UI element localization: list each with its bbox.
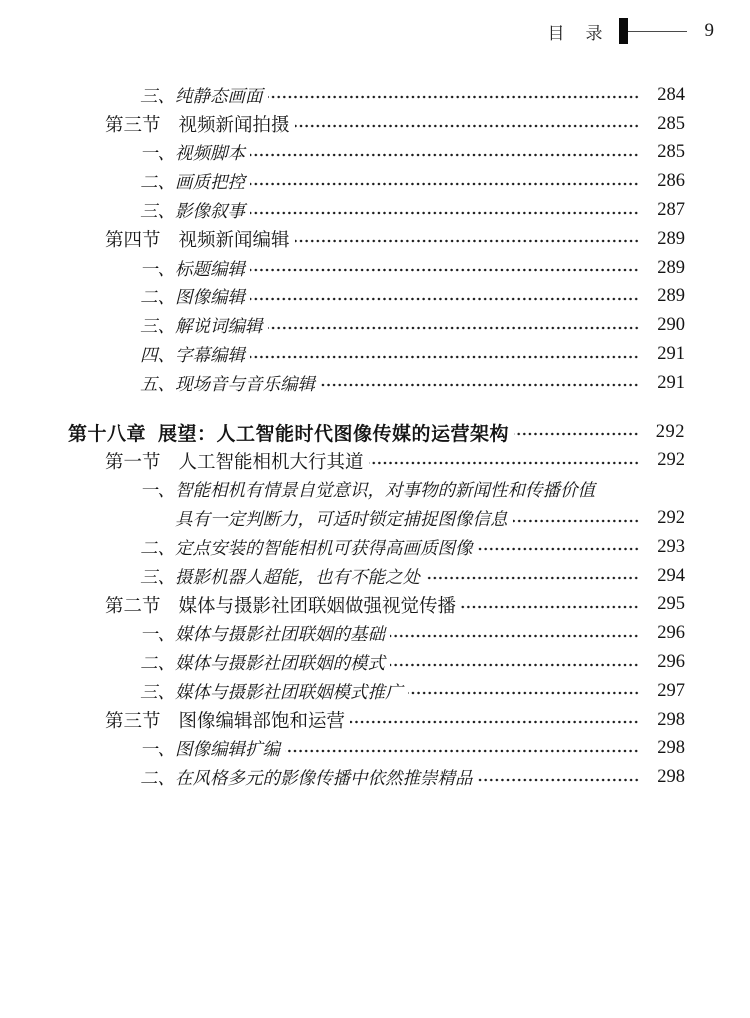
toc-entry-number: 第二节 (105, 596, 161, 617)
toc-entry (68, 475, 685, 504)
dot-leader (268, 325, 640, 331)
dot-leader (250, 354, 639, 360)
toc-entry-number: 第四节 (105, 231, 161, 252)
toc-entry-title: 媒体与摄影社团联姻模式推广 (175, 681, 403, 702)
toc-entry-title: 解说词编辑 (175, 316, 263, 337)
toc-entry (68, 418, 685, 447)
toc-entry (68, 562, 685, 591)
toc-entry-page: 292 (655, 421, 685, 442)
dot-leader (350, 719, 639, 725)
toc-entry-page: 296 (657, 652, 685, 673)
toc-entry-page: 289 (657, 257, 685, 278)
dot-leader (320, 382, 639, 388)
dot-leader (250, 267, 639, 273)
toc-entry (68, 533, 685, 562)
toc-entry-title: 人工智能相机大行其道 (178, 452, 364, 473)
toc-entry-number: 一、 (140, 624, 175, 645)
toc-entry-title: 摄影机器人超能，也有不能之处 (175, 566, 420, 587)
toc-entry-title: 具有一定判断力，可适时锁定捕捉图像信息 (175, 509, 508, 530)
toc-entry-title: 智能相机有情景自觉意识，对事物的新闻性和传播价值 (175, 480, 595, 501)
dot-leader (478, 546, 640, 552)
toc-entry-page: 284 (657, 84, 685, 105)
toc-entry (68, 735, 685, 764)
dot-leader (295, 123, 639, 129)
toc-entry (68, 311, 685, 340)
toc-entry (68, 225, 685, 254)
toc-entry-title: 定点安装的智能相机可获得高画质图像 (175, 537, 473, 558)
toc-entry-number: 五、 (140, 373, 175, 394)
dot-leader (295, 238, 639, 244)
toc-entry (68, 591, 685, 620)
toc-entry (68, 196, 685, 225)
toc-entry (68, 283, 685, 312)
toc-entry (68, 447, 685, 476)
toc-entry-title: 视频脚本 (175, 143, 245, 164)
toc-entry-number: 一、 (140, 143, 175, 164)
toc-entry-page: 292 (657, 508, 685, 529)
toc-entry (68, 254, 685, 283)
toc-entry-number: 二、 (140, 537, 175, 558)
toc-entry-number: 一、 (140, 739, 175, 760)
toc-list (68, 81, 685, 792)
toc-entry (68, 504, 685, 533)
toc-entry-page: 298 (657, 767, 685, 788)
header-decoration-rule (628, 31, 687, 32)
toc-entry-number: 二、 (140, 653, 175, 674)
toc-entry-title: 媒体与摄影社团联姻的模式 (175, 653, 385, 674)
toc-entry-page: 287 (657, 200, 685, 221)
toc-entry-number: 三、 (140, 681, 175, 702)
dot-leader (250, 181, 639, 187)
toc-entry-number: 四、 (140, 345, 175, 366)
dot-leader (425, 575, 639, 581)
toc-entry (68, 706, 685, 735)
dot-leader (250, 296, 639, 302)
dot-leader (390, 662, 639, 668)
toc-entry-page: 285 (657, 113, 685, 134)
toc-entry-page: 297 (657, 680, 685, 701)
dot-leader (268, 94, 640, 100)
dot-leader (408, 690, 640, 696)
header-decoration-bar (619, 18, 628, 44)
toc-entry-title: 纯静态画面 (175, 85, 263, 106)
toc-entry-number: 第三节 (105, 712, 161, 733)
toc-entry-page: 294 (657, 565, 685, 586)
dot-leader (513, 518, 640, 524)
toc-entry-number: 三、 (140, 201, 175, 222)
header-title-char: 目 (547, 23, 565, 43)
toc-entry (68, 369, 685, 398)
toc-entry-title: 图像编辑扩编 (175, 739, 280, 760)
toc-entry (68, 139, 685, 168)
toc-entry-number: 一、 (140, 480, 175, 501)
toc-entry-title: 图像编辑部饱和运营 (178, 712, 346, 733)
toc-entry (68, 677, 685, 706)
toc-entry-number: 第一节 (105, 452, 161, 473)
header-page-number: 9 (704, 20, 714, 41)
page-header (548, 16, 715, 46)
toc-entry-page: 289 (657, 286, 685, 307)
toc-entry-title: 现场音与音乐编辑 (175, 373, 315, 394)
dot-leader (250, 152, 639, 158)
dot-leader (514, 431, 639, 437)
toc-entry-number: 三、 (140, 85, 175, 106)
toc-entry-page: 293 (657, 536, 685, 557)
dot-leader (461, 604, 639, 610)
toc-entry-title: 视频新闻拍摄 (178, 116, 290, 137)
dot-leader (250, 210, 639, 216)
toc-entry-page: 286 (657, 171, 685, 192)
toc-entry-number: 三、 (140, 566, 175, 587)
toc-entry-title: 展望：人工智能时代图像传媒的运营架构 (158, 423, 510, 445)
toc-entry (68, 648, 685, 677)
toc-entry-title: 视频新闻编辑 (178, 231, 290, 252)
toc-entry-page: 291 (657, 344, 685, 365)
toc-entry-number: 二、 (140, 768, 175, 789)
toc-entry (68, 619, 685, 648)
toc-entry-page: 290 (657, 315, 685, 336)
toc-entry-number: 第三节 (105, 116, 161, 137)
toc-entry (68, 340, 685, 369)
dot-leader (285, 748, 639, 754)
toc-entry-title: 字幕编辑 (175, 345, 245, 366)
toc-entry-number: 第十八章 (68, 423, 147, 445)
toc-entry-title: 在风格多元的影像传播中依然推崇精品 (175, 768, 473, 789)
toc-entry-number: 二、 (140, 287, 175, 308)
toc-entry-page: 296 (657, 623, 685, 644)
toc-entry (68, 167, 685, 196)
toc-entry (68, 81, 685, 110)
toc-entry-page: 295 (657, 594, 685, 615)
toc-entry-title: 图像编辑 (175, 287, 245, 308)
toc-entry-number: 一、 (140, 258, 175, 279)
toc-entry-title: 画质把控 (175, 172, 245, 193)
toc-entry-number: 三、 (140, 316, 175, 337)
dot-leader (390, 633, 639, 639)
toc-entry-page: 291 (657, 372, 685, 393)
toc-entry (68, 110, 685, 139)
toc-entry (68, 763, 685, 792)
toc-entry-title: 媒体与摄影社团联姻做强视觉传播 (178, 596, 457, 617)
dot-leader (478, 777, 640, 783)
header-title-char: 录 (585, 23, 603, 43)
toc-entry-page: 298 (657, 738, 685, 759)
toc-entry-page: 289 (657, 228, 685, 249)
toc-entry-title: 标题编辑 (175, 258, 245, 279)
toc-entry-page: 285 (657, 142, 685, 163)
toc-entry-page: 298 (657, 709, 685, 730)
dot-leader (369, 460, 639, 466)
toc-entry-number: 二、 (140, 172, 175, 193)
toc-entry-title: 媒体与摄影社团联姻的基础 (175, 624, 385, 645)
toc-entry-title: 影像叙事 (175, 201, 245, 222)
toc-entry-page: 292 (657, 450, 685, 471)
